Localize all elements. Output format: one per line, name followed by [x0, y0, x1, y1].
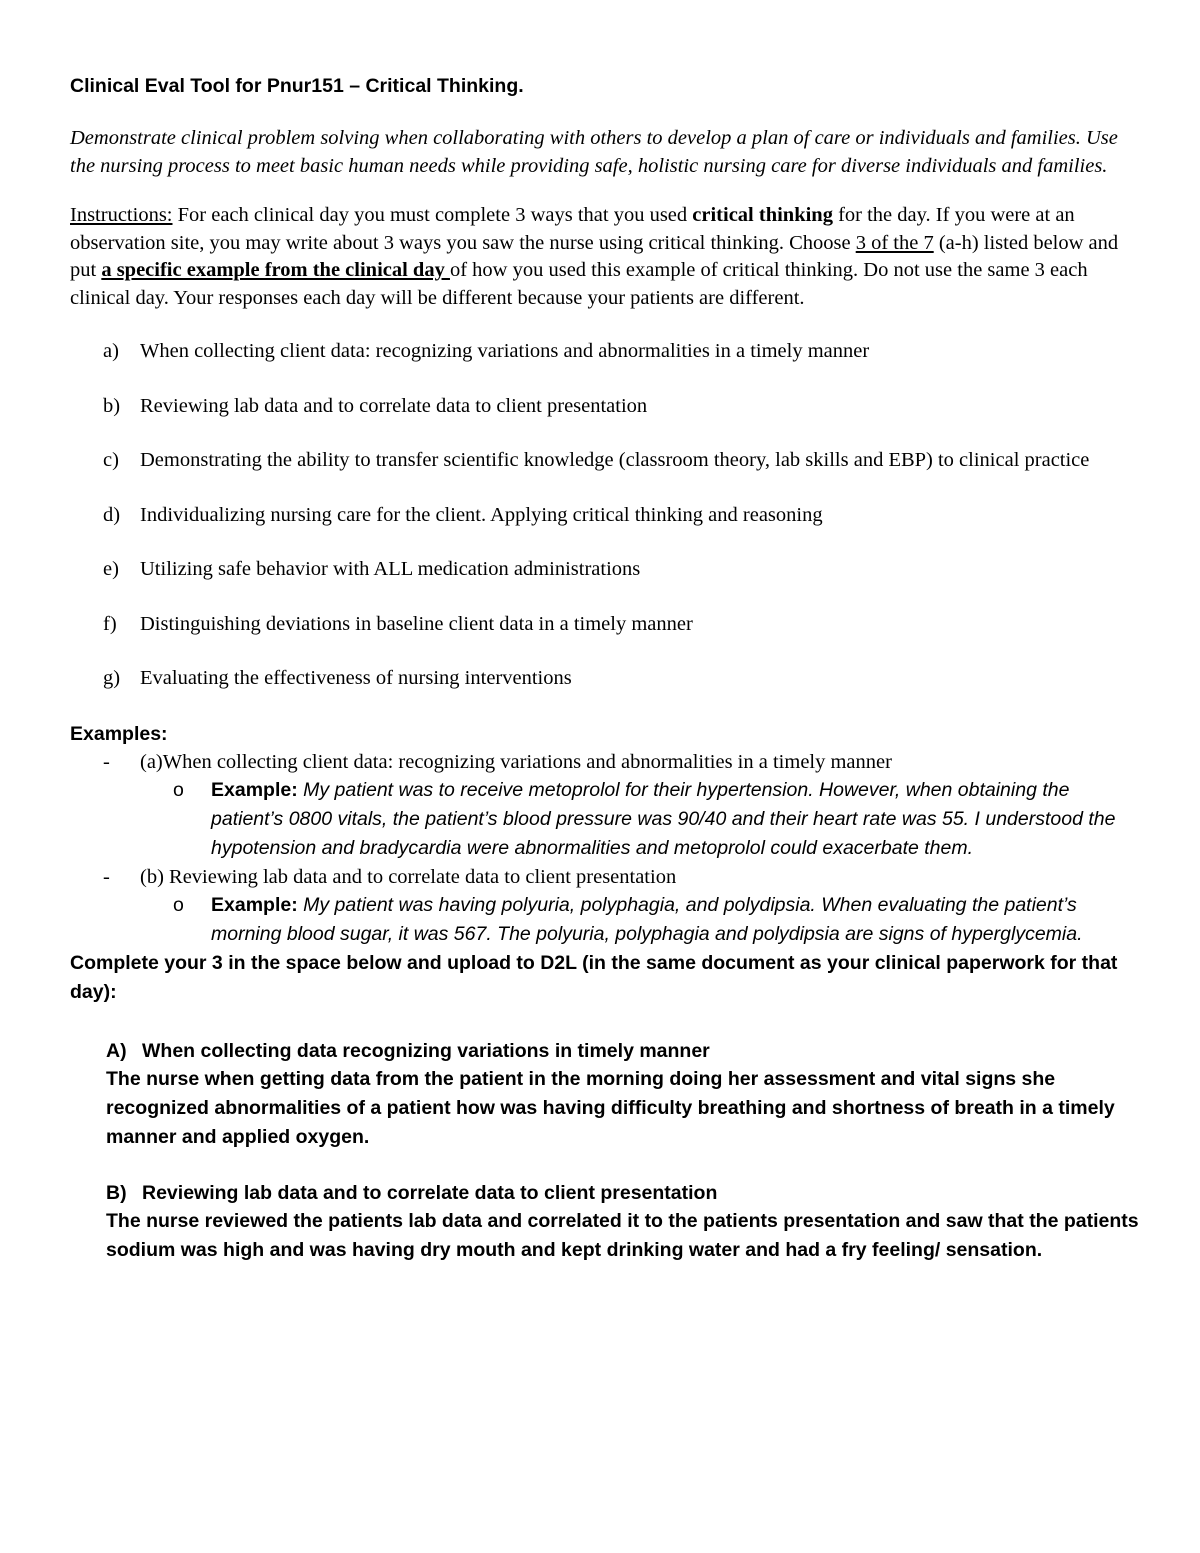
instructions-text-2: for the day. If you were at an observation site, you may write about 3 ways you saw the nurse using critical thinking. Choose	[70, 204, 1075, 254]
list-item-text: Utilizing safe behavior with ALL medication administrations	[140, 558, 641, 580]
response-text: The nurse reviewed the patients lab data and correlated it to the patients presentation and saw that the patients sodium was high and was having dry mouth and kept drinking water and had a fry feeling/ sensation.	[106, 1209, 1139, 1261]
list-item-letter: b)	[103, 394, 121, 417]
student-response-b	[70, 1179, 1140, 1265]
list-item-text: Reviewing lab data and to correlate data to client presentation	[140, 394, 648, 417]
circle-bullet: o	[173, 893, 184, 916]
example-item	[70, 748, 1140, 776]
list-item-text: Evaluating the effectiveness of nursing interventions	[140, 667, 572, 689]
example-detail-text: My patient was to receive metoprolol for their hypertension. However, when obtaining the patient’s 0800 vitals, the patient’s blood pressure was 90/40 and their heart rate was 55. I understood the hypotension and bradycardia were abnormalities and metoprolol could exacerbate them.	[211, 778, 1116, 859]
list-item-letter: a)	[103, 340, 119, 362]
list-item-letter: f)	[103, 612, 117, 635]
list-item	[70, 502, 1140, 530]
response-heading-text: When collecting data recognizing variations in timely manner	[142, 1039, 710, 1062]
response-heading	[106, 1037, 1140, 1065]
examples-heading: Examples:	[70, 722, 168, 745]
list-item-letter: c)	[103, 449, 119, 471]
example-detail	[70, 776, 1140, 863]
instructions-text-1: For each clinical day you must complete 3 ways that you used	[172, 204, 693, 226]
instructions-specific-example: a specific example from the clinical day	[101, 259, 450, 281]
list-item-letter: e)	[103, 558, 119, 580]
response-heading	[106, 1179, 1140, 1207]
list-item	[70, 556, 1140, 584]
list-item-text: Distinguishing deviations in baseline client data in a timely manner	[140, 612, 693, 635]
list-item-letter: d)	[103, 503, 121, 526]
example-label: Example:	[211, 778, 298, 801]
example-item-text: (b) Reviewing lab data and to correlate data to client presentation	[140, 865, 677, 888]
critical-thinking-options-list	[70, 338, 1140, 693]
instructions-emphasis-critical-thinking: critical thinking	[692, 204, 833, 226]
dash-bullet: -	[103, 865, 110, 888]
response-text: The nurse when getting data from the patient in the morning doing her assessment and vital signs she recognized abnormalities of a patient how was having difficulty breathing and shortness of breath in a timely manner and applied oxygen.	[106, 1067, 1115, 1148]
instructions-paragraph	[70, 202, 1140, 312]
instructions-label: Instructions:	[70, 204, 173, 226]
document-title: Clinical Eval Tool for Pnur151 – Critical Thinking.	[70, 75, 524, 97]
list-item	[70, 393, 1140, 421]
list-item	[70, 338, 1140, 366]
response-heading-text: Reviewing lab data and to correlate data to client presentation	[142, 1181, 718, 1204]
example-label: Example:	[211, 893, 298, 916]
instructions-choose-count: 3 of the 7	[855, 231, 934, 254]
example-item	[70, 863, 1140, 891]
intro-paragraph: Demonstrate clinical problem solving when collaborating with others to develop a plan of care or individuals and families. Use the nursing process to meet basic human needs while providing safe, holistic nursing care for diverse individuals and families.	[70, 127, 1118, 177]
list-item	[70, 611, 1140, 639]
dash-bullet: -	[103, 750, 110, 773]
instructions-text-3: (a-h) listed below and put	[70, 231, 1119, 281]
example-detail-text: My patient was having polyuria, polyphagia, and polydipsia. When evaluating the patient’s morning blood sugar, it was 567. The polyuria, polyphagia and polydipsia are signs of hyperglycemia.	[211, 893, 1083, 945]
example-detail	[70, 891, 1140, 949]
student-response-a	[70, 1037, 1140, 1152]
list-item-text: When collecting client data: recognizing variations and abnormalities in a timely manner	[140, 340, 870, 362]
list-item	[70, 447, 1140, 475]
response-letter: A)	[106, 1039, 127, 1062]
circle-bullet: o	[173, 778, 184, 801]
response-letter: B)	[106, 1181, 127, 1204]
document-page	[70, 72, 1140, 1265]
list-item-text: Individualizing nursing care for the client. Applying critical thinking and reasoning	[140, 503, 823, 526]
complete-instructions: Complete your 3 in the space below and upload to D2L (in the same document as your clinical paperwork for that day):	[70, 951, 1118, 1003]
list-item-text: Demonstrating the ability to transfer scientific knowledge (classroom theory, lab skills and EBP) to clinical practice	[140, 449, 1090, 471]
example-item-text: (a)When collecting client data: recognizing variations and abnormalities in a timely manner	[140, 750, 892, 773]
list-item	[70, 665, 1140, 693]
instructions-text-4: of how you used this example of critical thinking. Do not use the same 3 each clinical day. Your responses each day will be different because your patients are different.	[70, 259, 1088, 309]
list-item-letter: g)	[103, 667, 121, 689]
